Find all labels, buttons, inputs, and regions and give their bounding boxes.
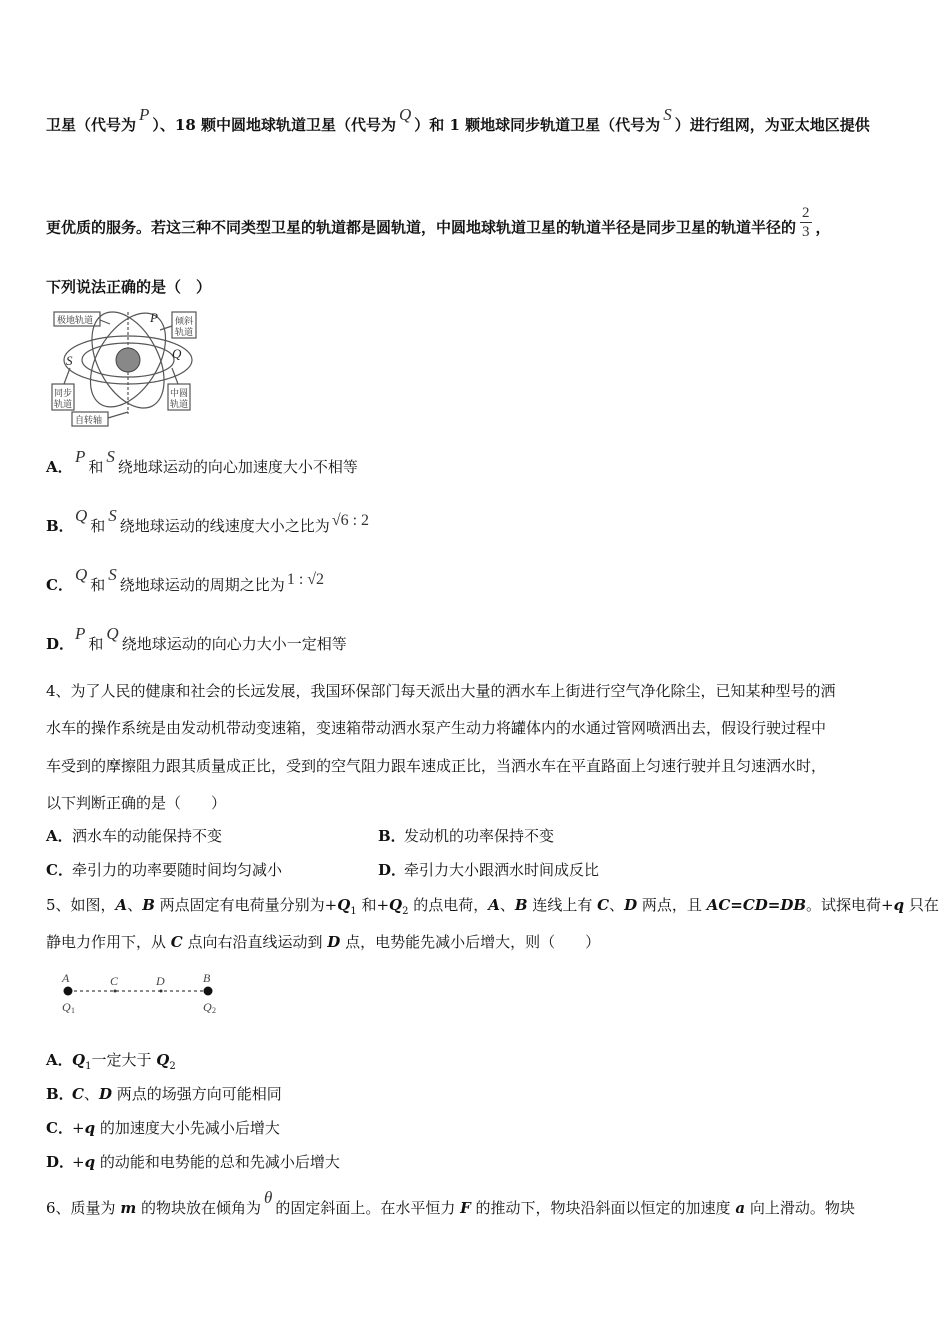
q5-line-1: 5、如图，A、B 两点固定有电荷量分别为$+Q_1$ 和$+Q_2$ 的点电荷，A、B 连线上有 C、D 两点，且 AC=CD=DB。试探电荷+q 只在 [46, 896, 939, 917]
q4-line-2: 水车的操作系统是由发动机带动变速箱，变速箱带动洒水泵产生动力将罐体内的水通过管网喷洒出去，假设行驶过程中 [46, 719, 827, 737]
svg-text:同步: 同步 [54, 389, 73, 399]
q3-option-a[interactable]: A．P和S绕地球运动的向心加速度大小不相等 [46, 447, 358, 476]
svg-text:Q: Q [203, 1000, 212, 1014]
var-theta: θ [263, 1188, 273, 1207]
q4-options-row-2 [46, 859, 906, 881]
q5-line-2: 静电力作用下，从 C 点向右沿直线运动到 D 点，电势能先减小后增大，则（ ） [46, 933, 601, 951]
svg-text:C: C [110, 974, 119, 988]
svg-text:1: 1 [71, 1006, 75, 1015]
charge-a-dot [64, 987, 73, 996]
q5-option-d[interactable]: D．+q 的动能和电势能的总和先减小后增大 [46, 1153, 340, 1171]
ratio-sqrt6-2: √6 : 2 [331, 512, 370, 529]
svg-text:倾斜: 倾斜 [175, 317, 194, 327]
orbit-diagram [50, 308, 210, 430]
q5-option-c[interactable]: C．+q 的加速度大小先减小后增大 [46, 1119, 280, 1137]
var-q: Q [399, 105, 412, 124]
svg-text:Q: Q [62, 1000, 71, 1014]
svg-text:自转轴: 自转轴 [75, 416, 103, 426]
svg-text:轨道: 轨道 [170, 400, 189, 410]
q3-line-1: 卫星（代号为P）、18 颗中圆地球轨道卫星（代号为Q）和 1 颗地球同步轨道卫星（代号为S）进行组网，为亚太地区提供 [46, 105, 870, 134]
svg-text:B: B [203, 971, 211, 985]
svg-text:D: D [156, 974, 165, 988]
q3-line-3: 下列说法正确的是（ ） [46, 278, 212, 296]
q4-option-c[interactable]: C．牵引力的功率要随时间均匀减小 [46, 861, 283, 879]
q4-line-4: 以下判断正确的是（ ） [46, 794, 227, 812]
q4-option-b[interactable]: B．发动机的功率保持不变 [378, 827, 555, 845]
charges-diagram [56, 970, 236, 1016]
svg-text:轨道: 轨道 [54, 400, 73, 410]
q4-option-d[interactable]: D．牵引力大小跟洒水时间成反比 [378, 861, 600, 879]
q5-option-b[interactable]: B．C、D 两点的场强方向可能相同 [46, 1085, 282, 1103]
q3-option-b[interactable]: B．Q和S绕地球运动的线速度大小之比为 √6 : 2 [46, 506, 370, 535]
q3-line-2: 更优质的服务。若这三种不同类型卫星的轨道都是圆轨道，中圆地球轨道卫星的轨道半径是同步卫星的轨道半径的 $\frac{2}{3}$ ， [46, 205, 831, 240]
q4-line-3: 车受到的摩擦阻力跟其质量成正比，受到的空气阻力跟车速成正比，当洒水车在平直路面上匀速行驶并且匀速洒水时， [46, 757, 827, 775]
svg-text:S: S [66, 353, 73, 368]
svg-text:2: 2 [212, 1006, 216, 1015]
var-s: S [663, 105, 672, 124]
q3-option-c[interactable]: C．Q和S绕地球运动的周期之比为 1 : √2 [46, 565, 325, 594]
svg-text:P: P [150, 310, 158, 325]
q4-line-1: 4、为了人民的健康和社会的长远发展，我国环保部门每天派出大量的洒水车上街进行空气净化除尘，已知某种型号的洒 [46, 682, 836, 700]
fraction-two-thirds: $\frac{2}{3}$ [802, 205, 810, 240]
charge-b-dot [204, 987, 213, 996]
svg-text:轨道: 轨道 [175, 328, 194, 338]
q3-option-d[interactable]: D．P和Q绕地球运动的向心力大小一定相等 [46, 624, 347, 653]
q5-option-a[interactable]: A．$Q_1$一定大于 $Q_2$ [46, 1051, 176, 1072]
svg-text:中圆: 中圆 [170, 389, 189, 399]
svg-text:Q: Q [172, 346, 182, 361]
q4-options-row-1 [46, 825, 906, 847]
svg-text:A: A [62, 971, 70, 985]
var-p: P [139, 105, 150, 124]
svg-text:极地轨道: 极地轨道 [57, 316, 94, 326]
q6-line-1: 6、质量为 m 的物块放在倾角为θ的固定斜面上。在水平恒力 F 的推动下，物块沿斜面以恒定的加速度 a 向上滑动。物块 [46, 1188, 855, 1217]
q4-option-a[interactable]: A．洒水车的动能保持不变 [46, 827, 223, 845]
ratio-1-sqrt2: 1 : √2 [286, 571, 325, 588]
